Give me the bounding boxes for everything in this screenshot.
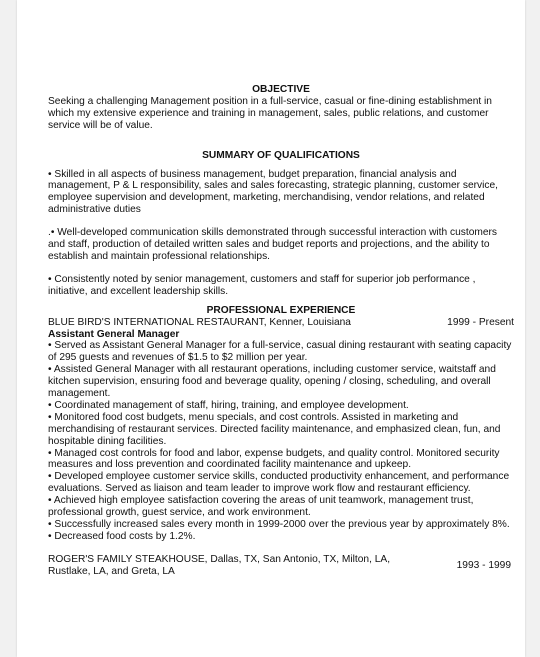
job1-bullet: • Monitored food cost budgets, menu specials, and cost controls. Assisted in marketing and merchandising of restaurant services. Directed facility maintenance, and emphasized clean, fun, and hospitable dining facilities. <box>48 411 501 447</box>
experience-heading: PROFESSIONAL EXPERIENCE <box>206 304 356 316</box>
job1-bullet: • Developed employee customer service skills, conducted productivity enhancement, and performance evaluations. Served as liaison and team leader to improve work flow and restaurant efficiency. <box>48 471 510 495</box>
job1-bullet: • Achieved high employee satisfaction covering the areas of unit teamwork, management trust, professional growth, guest service, and work environment. <box>48 495 474 519</box>
job1-bullet: • Decreased food costs by 1.2%. <box>48 530 196 542</box>
job1-bullet: • Served as Assistant General Manager for a full-service, casual dining restaurant with seating capacity of 295 guests and revenues of $1.5 to $2 million per year. <box>48 340 512 364</box>
job1-title: Assistant General Manager <box>48 328 180 340</box>
summary-heading: SUMMARY OF QUALIFICATIONS <box>202 149 360 161</box>
job1-bullet: • Managed cost controls for food and labor, expense budgets, and quality control. Monitored security measures and loss prevention and coordinated facility maintenance and upkeep. <box>48 447 500 471</box>
job1-header <box>48 317 514 329</box>
summary-item: .• Well-developed communication skills demonstrated through successful interaction with customers and staff, production of detailed written sales and budget reports and projections, and the ability to establish and maintain professional relationships. <box>48 227 498 262</box>
job1-bullet: • Successfully increased sales every month in 1999-2000 over the previous year by approximately 8%. <box>48 519 510 530</box>
job1-bullet: • Assisted General Manager with all restaurant operations, including customer service, waitstaff and kitchen supervision, ensuring food and beverage quality, opening / closing, scheduling, and overall management. <box>48 364 496 400</box>
job2-header <box>48 554 514 578</box>
objective-heading: OBJECTIVE <box>252 84 310 95</box>
resume-content <box>48 84 514 578</box>
job1-dates: 1999 - Present <box>447 316 514 328</box>
job1-bullet: • Coordinated management of staff, hiring, training, and employee development. <box>48 399 409 411</box>
job2-employer: ROGER'S FAMILY STEAKHOUSE, Dallas, TX, San Antonio, TX, Milton, LA, Rustlake, LA, and Greta, LA <box>48 553 391 577</box>
summary-item: • Skilled in all aspects of business management, budget preparation, financial analysis and management, P & L responsibility, sales and sales forecasting, strategic planning, customer service, employee supervision and development, marketing, merchandising, vendor relations, and related administrative duties <box>48 168 498 216</box>
objective-text: Seeking a challenging Management position in a full-service, casual or fine-dining establishment in which my extensive experience and training in management, sales, public relations, and customer service will be of value. <box>48 95 492 131</box>
job1-employer: BLUE BIRD'S INTERNATIONAL RESTAURANT, Kenner, Louisiana <box>48 316 351 328</box>
document-page <box>17 0 525 657</box>
summary-item: • Consistently noted by senior management, customers and staff for superior job performance , initiative, and excellent leadership skills. <box>48 273 476 297</box>
job2-dates: 1993 - 1999 <box>456 559 511 571</box>
